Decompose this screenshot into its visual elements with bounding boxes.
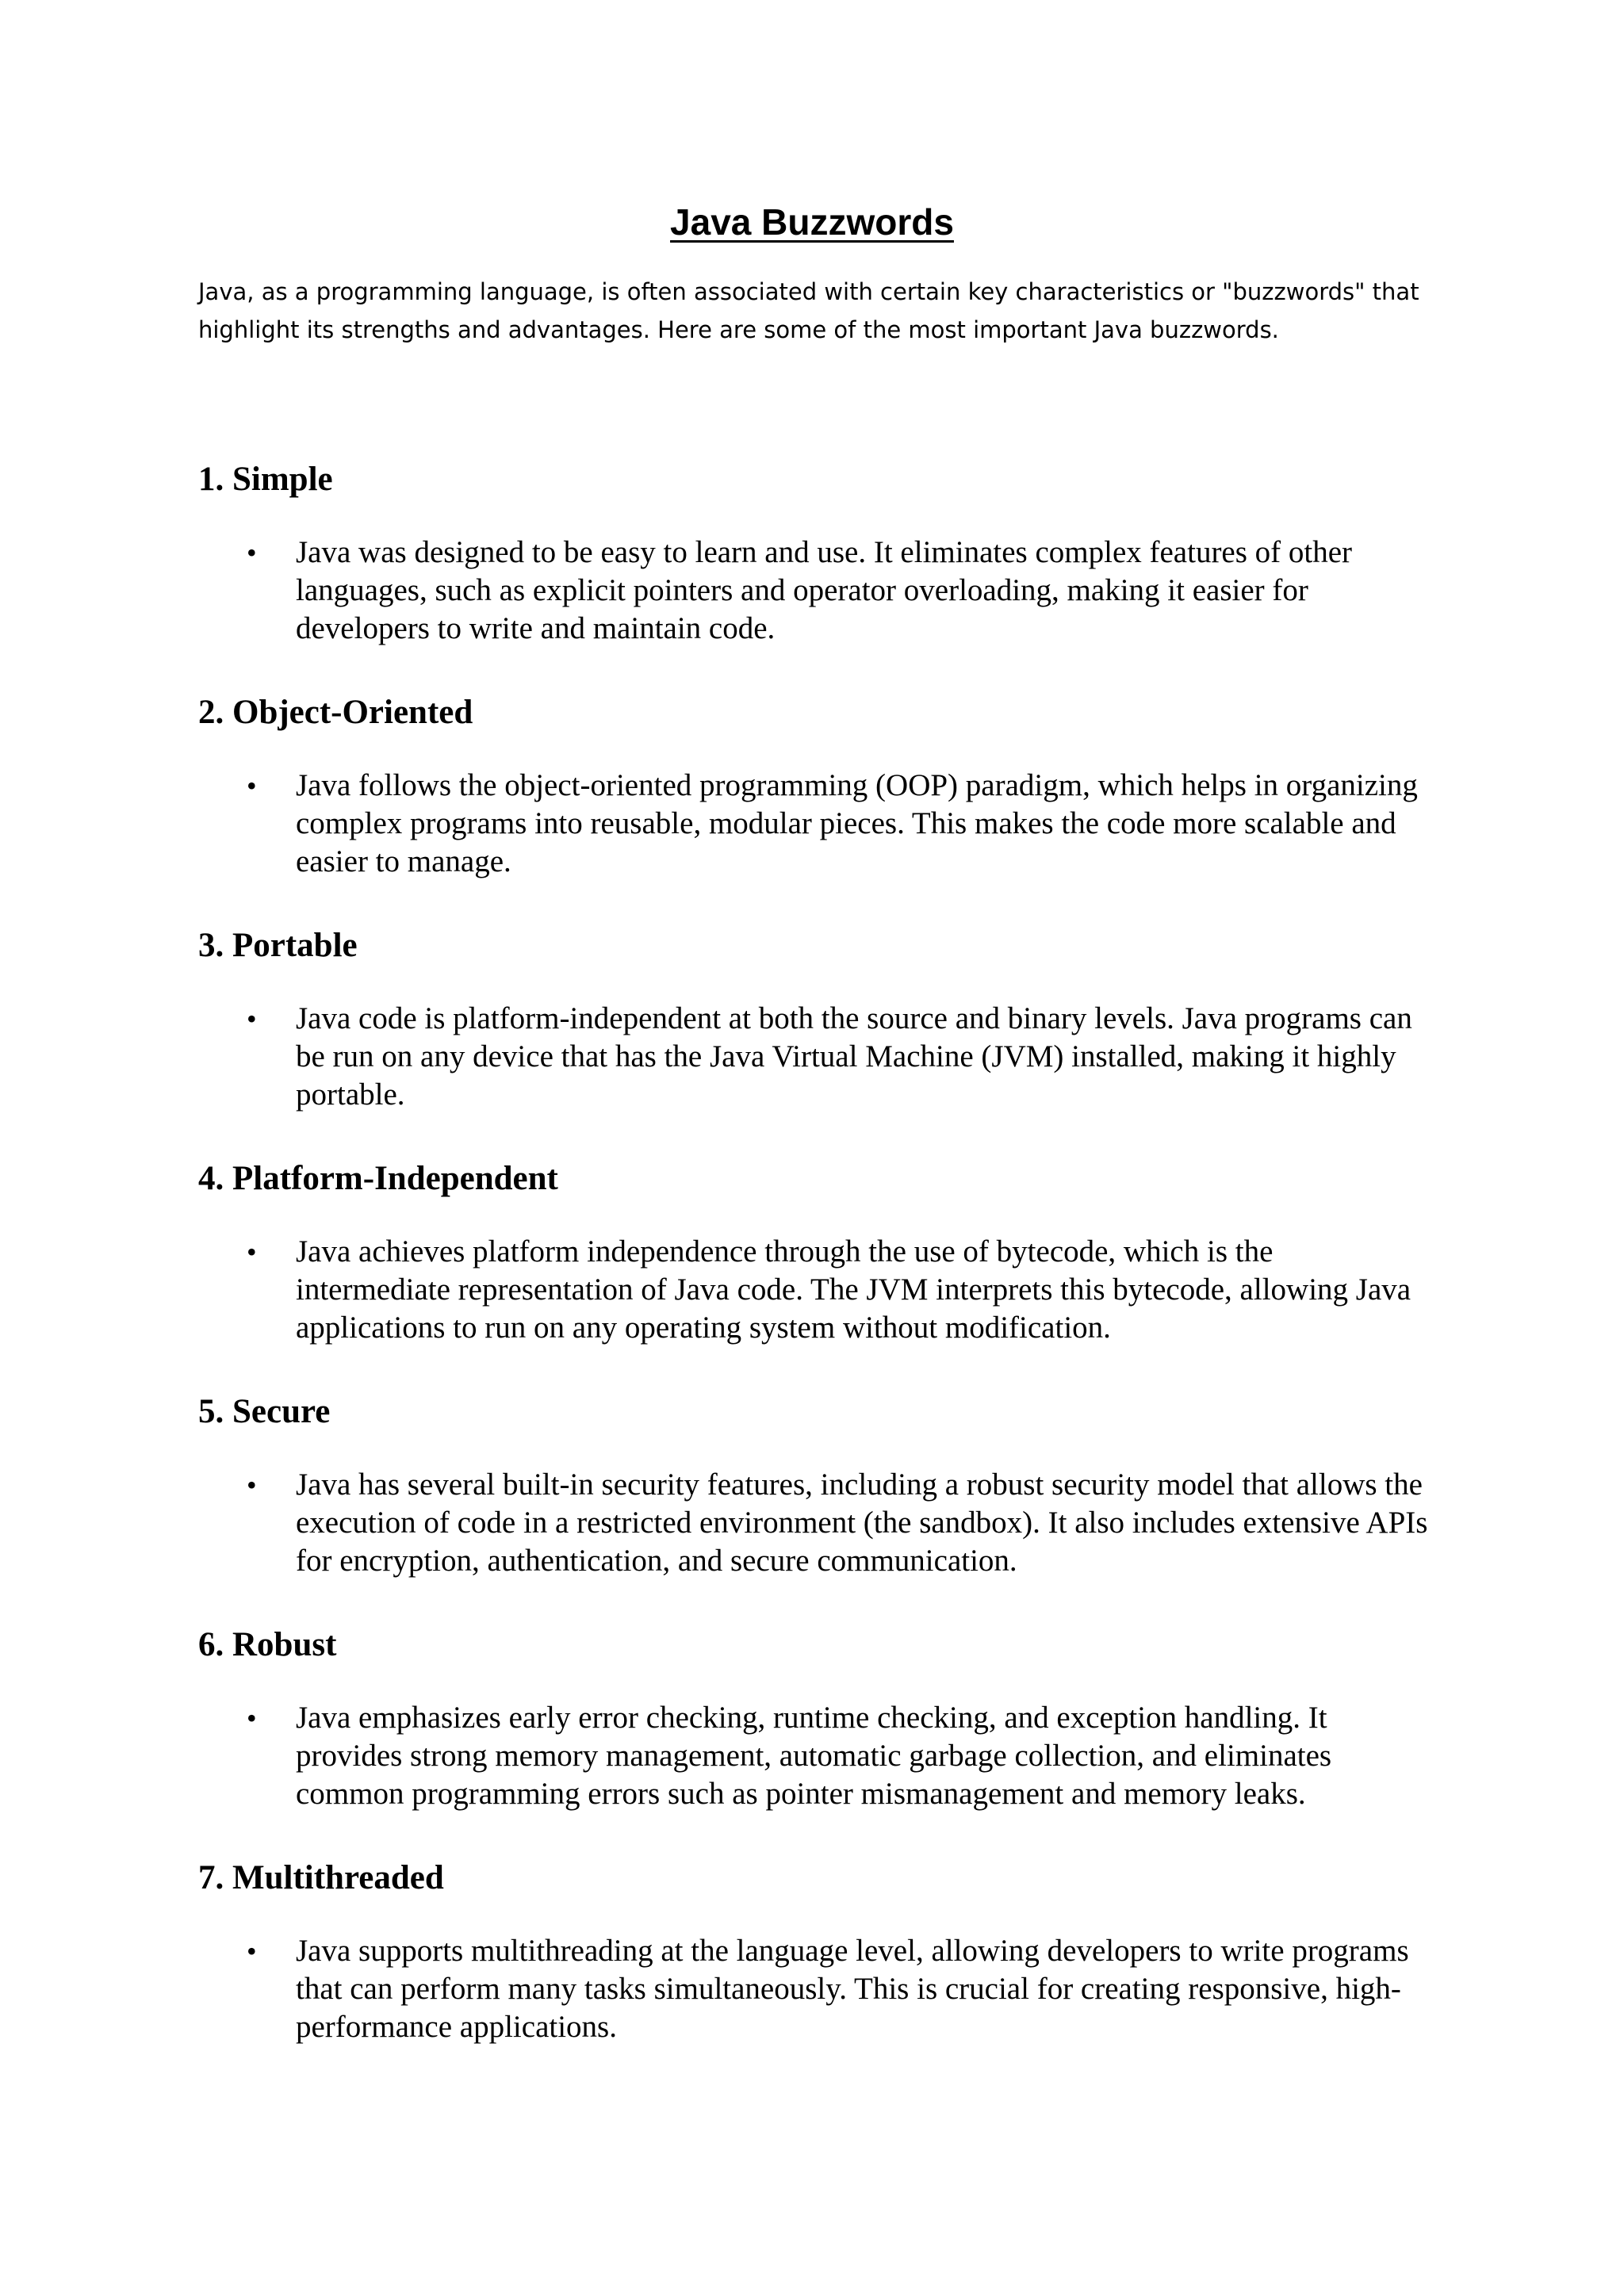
- section-text: Java follows the object-oriented programming (OOP) paradigm, which helps in organizing complex programs into reusable, modular pieces. This makes the code more scalable and easier to manage.: [296, 768, 1418, 878]
- section-text: Java was designed to be easy to learn and use. It eliminates complex features of other languages, such as explicit pointers and operator overloading, making it easier for developers to write and maintain code.: [296, 535, 1353, 645]
- section-platform-independent: [198, 1155, 1435, 1347]
- section-text: Java supports multithreading at the language level, allowing developers to write programs that can perform many tasks simultaneously. This is crucial for creating responsive, high-performance applications.: [296, 1934, 1409, 2044]
- section-robust: [198, 1621, 1435, 1813]
- bullet-icon: •: [247, 1935, 257, 1967]
- section-portable: [198, 922, 1435, 1114]
- section-heading: 1. Simple: [198, 461, 333, 498]
- page-title: Java Buzzwords: [670, 201, 954, 243]
- list-item: [198, 534, 1435, 648]
- list-item: [198, 1932, 1435, 2046]
- section-heading: 6. Robust: [198, 1626, 337, 1663]
- bullet-icon: •: [247, 1469, 257, 1501]
- section-secure: [198, 1388, 1435, 1580]
- list-item: [198, 767, 1435, 881]
- section-heading: 4. Platform-Independent: [198, 1160, 558, 1197]
- bullet-icon: •: [247, 1003, 257, 1035]
- list-item: [198, 1000, 1435, 1114]
- section-heading: 5. Secure: [198, 1393, 331, 1430]
- section-heading: 2. Object-Oriented: [198, 694, 473, 731]
- intro-paragraph: Java, as a programming language, is often associated with certain key characteristics or "buzzwords" that highlight its strengths and advantages. Here are some of the most important Java buzzwords.: [198, 278, 1419, 343]
- list-item: [198, 1233, 1435, 1347]
- section-heading: 7. Multithreaded: [198, 1859, 444, 1896]
- section-text: Java has several built-in security features, including a robust security model that allows the execution of code in a restricted environment (the sandbox). It also includes extensive APIs for encryption, authentication, and secure communication.: [296, 1468, 1428, 1578]
- section-simple: [198, 456, 1435, 648]
- section-heading: 3. Portable: [198, 927, 358, 964]
- bullet-icon: •: [247, 770, 257, 802]
- section-object-oriented: [198, 689, 1435, 881]
- section-text: Java achieves platform independence through the use of bytecode, which is the intermediate representation of Java code. The JVM interprets this bytecode, allowing Java applications to run on any operating system without modification.: [296, 1234, 1411, 1345]
- bullet-icon: •: [247, 1236, 257, 1268]
- bullet-icon: •: [247, 1702, 257, 1734]
- list-item: [198, 1466, 1435, 1580]
- section-multithreaded: [198, 1854, 1435, 2046]
- list-item: [198, 1699, 1435, 1813]
- section-text: Java emphasizes early error checking, runtime checking, and exception handling. It provides strong memory management, automatic garbage collection, and eliminates common programming errors such as pointer mismanagement and memory leaks.: [296, 1701, 1332, 1811]
- section-text: Java code is platform-independent at both the source and binary levels. Java programs can be run on any device that has the Java Virtual Machine (JVM) installed, making it highly portable.: [296, 1001, 1412, 1112]
- bullet-icon: •: [247, 537, 257, 568]
